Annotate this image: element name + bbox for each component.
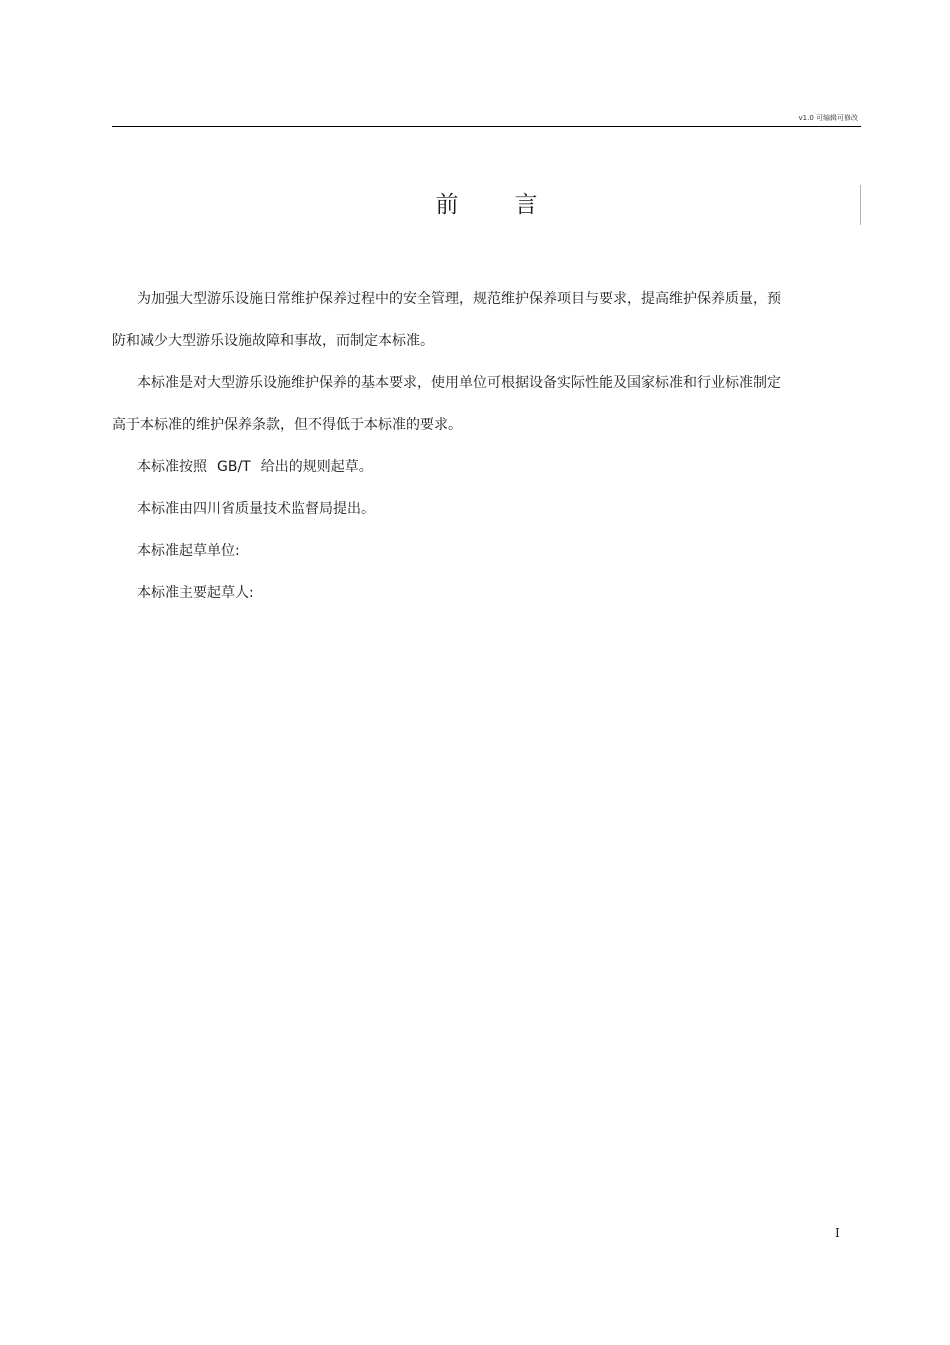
paragraph-drafters: 本标准主要起草人: (137, 585, 254, 601)
paragraph-drafting-unit: 本标准起草单位: (137, 543, 240, 559)
page-title: 前言 (435, 192, 594, 218)
header-rule (112, 126, 861, 127)
header-version-label: v1.0 可编辑可修改 (798, 114, 858, 122)
page-number: I (835, 1226, 840, 1240)
drafting-rules-text-end: 给出的规则起草。 (260, 459, 373, 475)
paragraph-drafting-rules (112, 446, 792, 488)
standard-reference: GB/T (217, 459, 251, 475)
foreword-body (112, 278, 792, 614)
paragraph-proposer: 本标准由四川省质量技术监督局提出。 (137, 501, 375, 517)
paragraph-scope: 本标准是对大型游乐设施维护保养的基本要求，使用单位可根据设备实际性能及国家标准和行业标准制定高于本标准的维护保养条款，但不得低于本标准的要求。 (112, 375, 781, 433)
drafting-rules-text: 本标准按照 (137, 459, 207, 475)
paragraph-purpose: 为加强大型游乐设施日常维护保养过程中的安全管理，规范维护保养项目与要求，提高维护保养质量，预防和减少大型游乐设施故障和事故，而制定本标准。 (112, 291, 781, 349)
